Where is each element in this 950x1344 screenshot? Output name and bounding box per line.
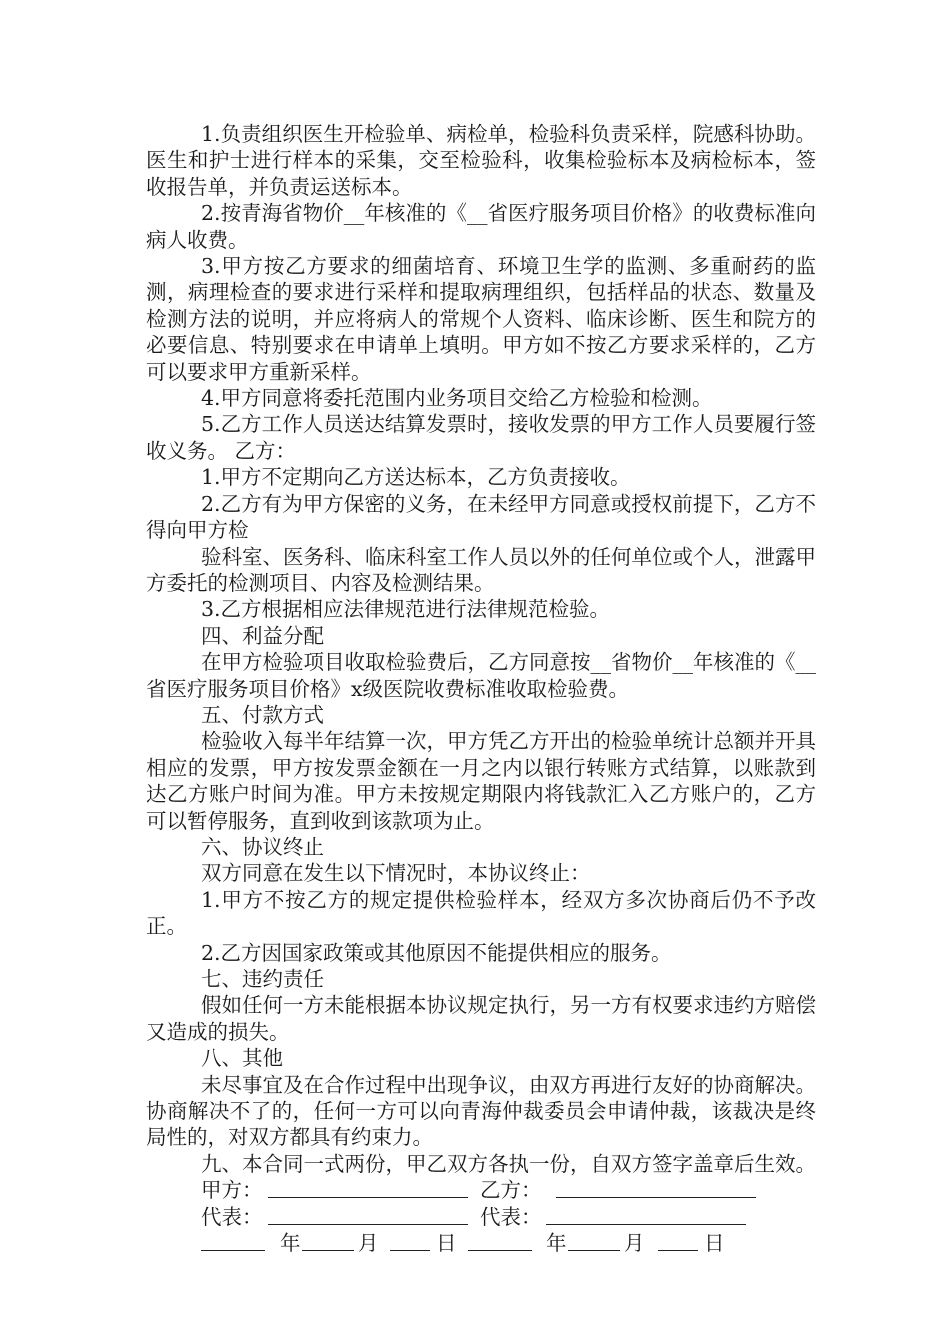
section-heading: 六、协议终止 — [201, 834, 324, 859]
party-row — [146, 1177, 816, 1203]
party-a-signature-line — [268, 1177, 468, 1198]
rep-b-label: 代表： — [480, 1204, 542, 1229]
paragraph: 在甲方检验项目收取检验费后，乙方同意按__省物价__年核准的《__省医疗服务项目价格》x级医院收费标准收取检验费。 — [146, 650, 816, 701]
paragraph: 2.乙方有为甲方保密的义务，在未经甲方同意或授权前提下，乙方不得向甲方检 — [146, 491, 816, 543]
paragraph: 1.甲方不定期向乙方送达标本，乙方负责接收。 — [201, 465, 631, 490]
paragraph: 2.按青海省物价__年核准的《__省医疗服务项目价格》的收费标准向病人收费。 — [146, 201, 816, 252]
year-label-b: 年 — [546, 1231, 567, 1256]
contract-page — [146, 121, 816, 1256]
section-heading: 四、利益分配 — [201, 623, 324, 648]
section-heading: 七、违约责任 — [201, 967, 324, 991]
paragraph: 1.负责组织医生开检验单、病检单，检验科负责采样，院感科协助。医生和护士进行样本的采集，交至检验科，收集检验标本及病检标本，签收报告单，并负责运送标本。 — [146, 122, 816, 199]
day-label-a: 日 — [436, 1231, 457, 1256]
paragraph: 1.甲方不按乙方的规定提供检验样本，经双方多次协商后仍不予改正。 — [146, 887, 816, 939]
paragraph: 4.甲方同意将委托范围内业务项目交给乙方检验和检测。 — [201, 386, 713, 411]
month-blank-b — [568, 1230, 620, 1251]
paragraph: 2.乙方因国家政策或其他原因不能提供相应的服务。 — [201, 940, 672, 965]
day-blank-a — [390, 1230, 430, 1251]
paragraph: 检验收入每半年结算一次，甲方凭乙方开出的检验单统计总额并开具相应的发票，甲方按发票金额在一月之内以银行转账方式结算，以账款到达乙方账户时间为准。甲方未按规定期限内将钱款汇入乙方账户的，乙方可以暂停服务，直到收到该款项为止。 — [146, 729, 816, 833]
month-label-a: 月 — [358, 1231, 379, 1256]
party-b-signature-line — [556, 1177, 756, 1198]
paragraph: 未尽事宜及在合作过程中出现争议，由双方再进行友好的协商解决。协商解决不了的，任何一方可以向青海仲裁委员会申请仲裁，该裁决是终局性的，对双方都具有约束力。 — [146, 1072, 816, 1150]
day-blank-b — [658, 1230, 698, 1251]
paragraph: 3.乙方根据相应法律规范进行法律规范检验。 — [201, 597, 611, 622]
section-heading: 八、其他 — [201, 1046, 283, 1071]
year-blank-a — [201, 1230, 265, 1251]
paragraph: 九、本合同一式两份，甲乙双方各执一份，自双方签字盖章后生效。 — [201, 1151, 816, 1176]
paragraph: 3.甲方按乙方要求的细菌培育、环境卫生学的监测、多重耐药的监测，病理检查的要求进行采样和提取病理组织，包括样品的状态、数量及检测方法的说明，并应将病人的常规个人资料、临床诊断、医生和院方的必要信息、特别要求在申请单上填明。甲方如不按乙方要求采样的，乙方可以要求甲方重新采样。 — [146, 254, 816, 384]
rep-a-label: 代表： — [201, 1204, 263, 1229]
rep-a-signature-line — [268, 1204, 468, 1225]
rep-b-signature-line — [546, 1204, 746, 1225]
section-heading: 五、付款方式 — [201, 702, 324, 727]
party-a-label: 甲方： — [201, 1178, 263, 1203]
paragraph: 双方同意在发生以下情况时，本协议终止： — [201, 861, 591, 886]
month-label-b: 月 — [624, 1231, 645, 1256]
party-b-label: 乙方： — [480, 1178, 542, 1203]
year-blank-b — [468, 1230, 532, 1251]
year-label-a: 年 — [280, 1231, 301, 1256]
paragraph: 假如任何一方未能根据本协议规定执行，另一方有权要求违约方赔偿又造成的损失。 — [146, 993, 816, 1044]
date-row — [146, 1230, 816, 1256]
month-blank-a — [302, 1230, 354, 1251]
paragraph: 验科室、医务科、临床科室工作人员以外的任何单位或个人，泄露甲方委托的检测项目、内容及检测结果。 — [146, 544, 816, 595]
representative-row — [146, 1204, 816, 1230]
day-label-b: 日 — [704, 1231, 725, 1256]
paragraph: 5.乙方工作人员送达结算发票时，接收发票的甲方工作人员要履行签收义务。 乙方： — [146, 412, 816, 463]
